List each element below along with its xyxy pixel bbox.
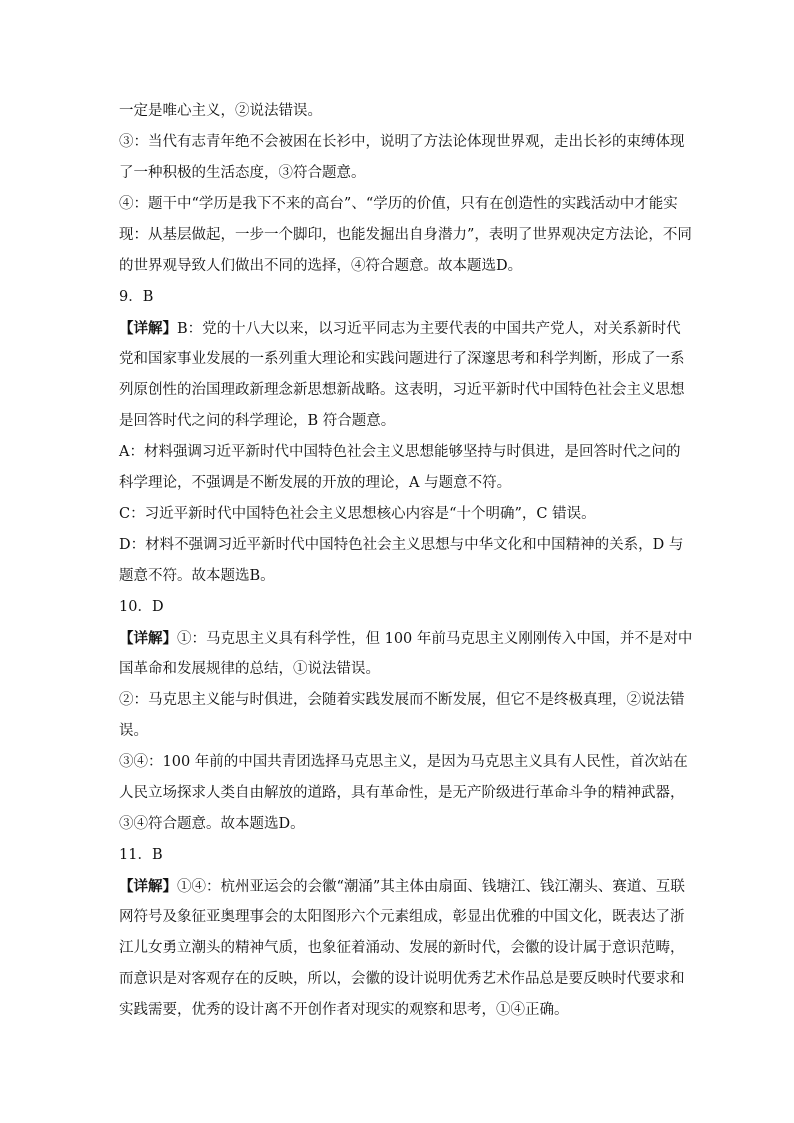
text-line: 题意不符。故本题选B。	[119, 568, 275, 584]
text-line: 人民立场探求人类自由解放的道路，具有革命性，是无产阶级进行革命斗争的精神武器，	[119, 785, 685, 801]
text-line: 现：从基层做起，一步一个脚印，也能发掘出自身潜力”，表明了世界观决定方法论，不同	[119, 227, 692, 243]
question-number: 10．D	[119, 599, 164, 615]
text-line	[119, 871, 685, 902]
text-line: A：材料强调习近平新时代中国特色社会主义思想能够坚持与时俱进，是回答时代之问的	[119, 444, 681, 460]
text-line	[119, 313, 679, 344]
text-line: 一定是唯心主义，②说法错误。	[119, 103, 322, 119]
text-line: ③：当代有志青年绝不会被困在长衫中，说明了方法论体现世界观，走出长衫的束缚体现	[119, 134, 685, 150]
text-line: D：材料不强调习近平新时代中国特色社会主义思想与中华文化和中国精神的关系，D 与	[119, 537, 684, 553]
text-line: 国革命和发展规律的总结，①说法错误。	[119, 661, 380, 677]
text-line: 科学理论，不强调是不断发展的开放的理论，A 与题意不符。	[119, 475, 512, 491]
detail-label: 【详解】	[119, 630, 177, 647]
text-line: 江儿女勇立潮头的精神气质，也象征着涌动、发展的新时代，会徽的设计属于意识范畴，	[119, 940, 685, 956]
text-line: ④：题干中“学历是我下不来的高台”、“学历的价值，只有在创造性的实践活动中才能实	[119, 196, 678, 212]
text-line: ③④符合题意。故本题选D。	[119, 816, 305, 832]
detail-text: B：党的十八大以来，以习近平同志为主要代表的中国共产党人，对关系新时代	[177, 321, 681, 337]
question-number: 9．B	[119, 289, 154, 305]
question-number: 11．B	[119, 847, 163, 863]
text-line: 是回答时代之问的科学理论，B 符合题意。	[119, 413, 396, 429]
text-line: 列原创性的治国理政新理念新思想新战略。这表明，习近平新时代中国特色社会主义思想	[119, 382, 685, 398]
text-line: 党和国家事业发展的一系列重大理论和实践问题进行了深邃思考和科学判断，形成了一系	[119, 351, 685, 367]
text-line: C：习近平新时代中国特色社会主义思想核心内容是“十个明确”，C 错误。	[119, 506, 596, 522]
text-line: 实践需要，优秀的设计离不开创作者对现实的观察和思考，①④正确。	[119, 1002, 569, 1018]
text-line: 了一种积极的生活态度，③符合题意。	[119, 165, 366, 181]
detail-label: 【详解】	[119, 878, 177, 895]
text-line	[119, 623, 693, 654]
text-line: ③④：100 年前的中国共青团选择马克思主义，是因为马克思主义具有人民性，首次站在	[119, 754, 688, 770]
document-body	[119, 96, 693, 1026]
text-line: 误。	[119, 723, 148, 739]
detail-text: ①：马克思主义具有科学性，但 100 年前马克思主义刚刚传入中国，并不是对中	[177, 631, 693, 647]
text-line: 网符号及象征亚奥理事会的太阳图形六个元素组成，彰显出优雅的中国文化，既表达了浙	[119, 909, 685, 925]
detail-label: 【详解】	[119, 320, 177, 337]
detail-text: ①④：杭州亚运会的会徽“潮涌”其主体由扇面、钱塘江、钱江潮头、赛道、互联	[177, 879, 685, 895]
text-line: 的世界观导致人们做出不同的选择，④符合题意。故本题选D。	[119, 258, 523, 274]
text-line: 而意识是对客观存在的反映，所以，会徽的设计说明优秀艺术作品总是要反映时代要求和	[119, 971, 685, 987]
text-line: ②：马克思主义能与时俱进，会随着实践发展而不断发展，但它不是终极真理，②说法错	[119, 692, 685, 708]
